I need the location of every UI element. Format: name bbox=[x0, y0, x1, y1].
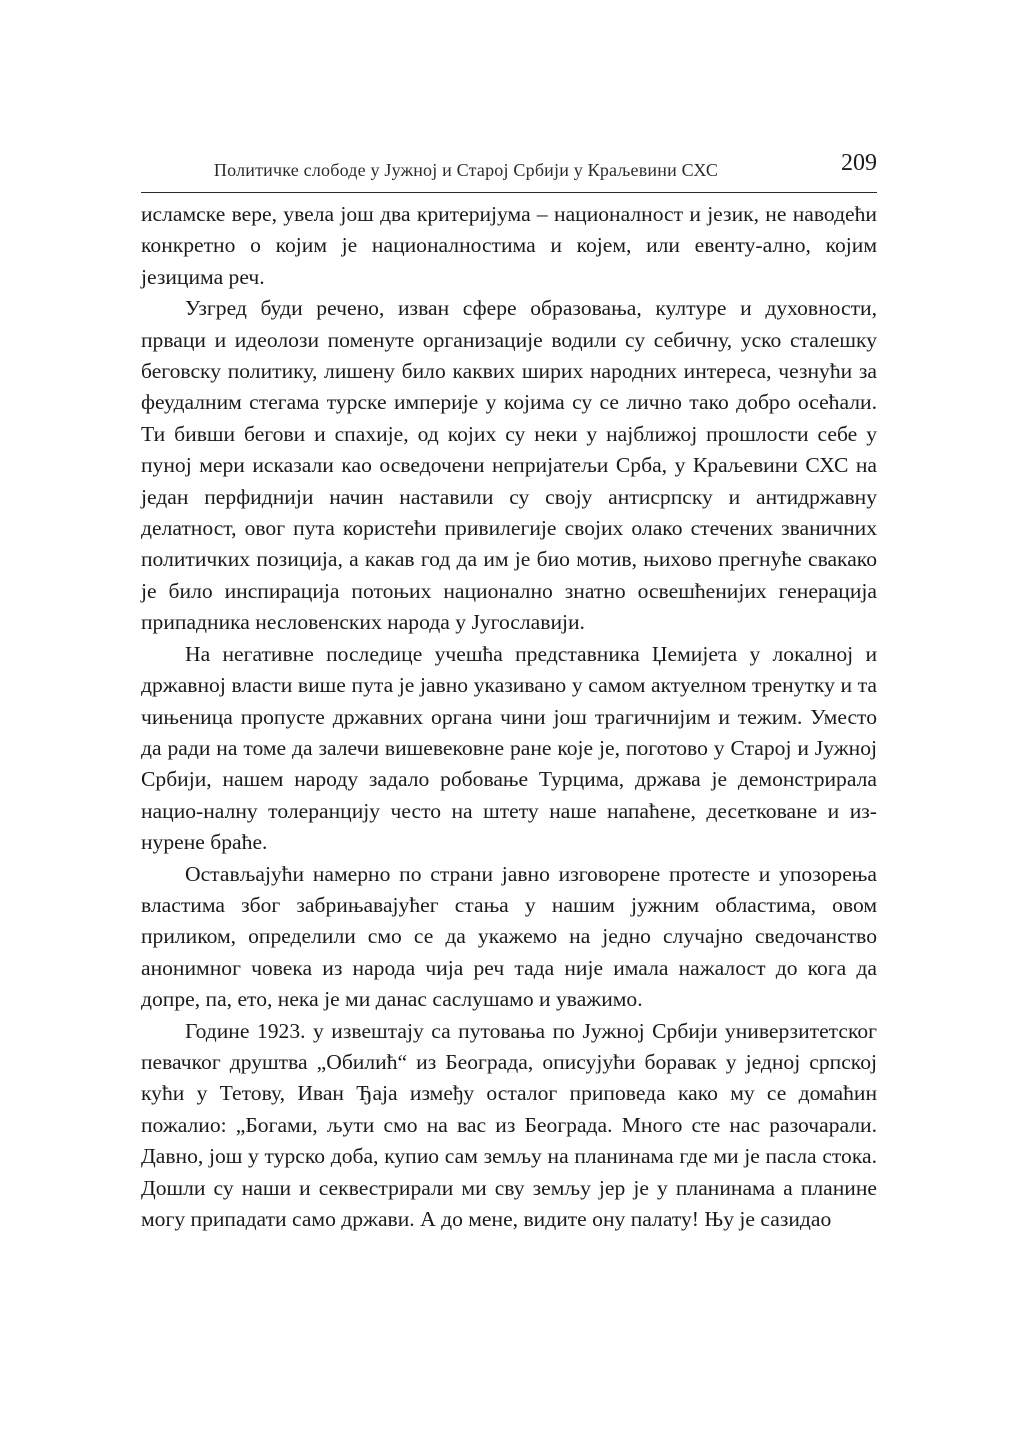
page-number: 209 bbox=[841, 150, 877, 176]
paragraph: Узгред буди речено, изван сфере образовања, културе и духовности, прваци и идеолози поменуте организације водили су себичну, уско сталешку беговску политику, лишену било каквих ширих народних интереса, чезнући за феудалним стегама турске империје у којима су се лично тако добро осећали. Ти бивши бегови и спахије, од којих су неки у најближој прошлости себе у пуној мери исказали као осведочени непријатељи Срба, у Краљевини СХС на један перфиднији начин наставили су своју антисрпску и антидржавну делатност, овог пута користећи привилегије својих олако стечених званичних политичких позиција, а какав год да им је био мотив, њихово прегнуће свакако је било инспирација потоњих национално знатно освешћенијих генерација припадника несловенских народа у Југославији. bbox=[141, 296, 877, 635]
paragraph: Године 1923. у извештају са путовања по Јужној Србији универзитетског певачког друштва „Обилић“ из Београда, описујући боравак у једној српској кући у Тетову, Иван Ђаја између осталог приповеда како му се домаћин пожалио: „Богами, љути смо на вас из Београда. Много сте нас разочарали. Давно, још у турско доба, купио сам земљу на планинама где ми је пасла стока. Дошли су наши и секвестрирали ми сву земљу јер је у планинама а планине могу припадати само држави. А до мене, видите ону палату! Њу је сазидао bbox=[141, 1018, 877, 1231]
running-title: Политичке слободе у Јужној и Старој Србији у Краљевини СХС bbox=[213, 160, 719, 180]
running-header bbox=[141, 148, 877, 193]
paragraph: На негативне последице учешћа представника Џемијета у локалној и државној власти више пута је јавно указивано у самом актуелном тренутку и та чињеница пропусте државних органа чини још трагичнијим и тежим. Уместо да ради на томе да залечи вишевековне ране које је, поготово у Старој и Јужној Србији, нашем народу задало робовање Турцима, држава је демонстрирала нацио-налну толеранцију често на штету наше напаћене, десетковане и из-нурене браће. bbox=[141, 641, 877, 855]
paragraph: Остављајући намерно по страни јавно изговорене протесте и упозорења властима због забрињавајућег стања у нашим јужним областима, овом приликом, определили смо се да укажемо на једно случајно сведочанство анонимног човека из народа чија реч тада није имала нажалост до кога да допре, па, ето, нека је ми данас саслушамо и уважимо. bbox=[141, 861, 877, 1012]
paragraph-continuation: исламске вере, увела још два критеријума – националност и језик, не наводећи конкретно о којим је националностима и којем, или евенту-ално, којим језицима реч. bbox=[141, 202, 877, 289]
document-page bbox=[141, 148, 877, 1235]
body-text bbox=[141, 199, 877, 1235]
